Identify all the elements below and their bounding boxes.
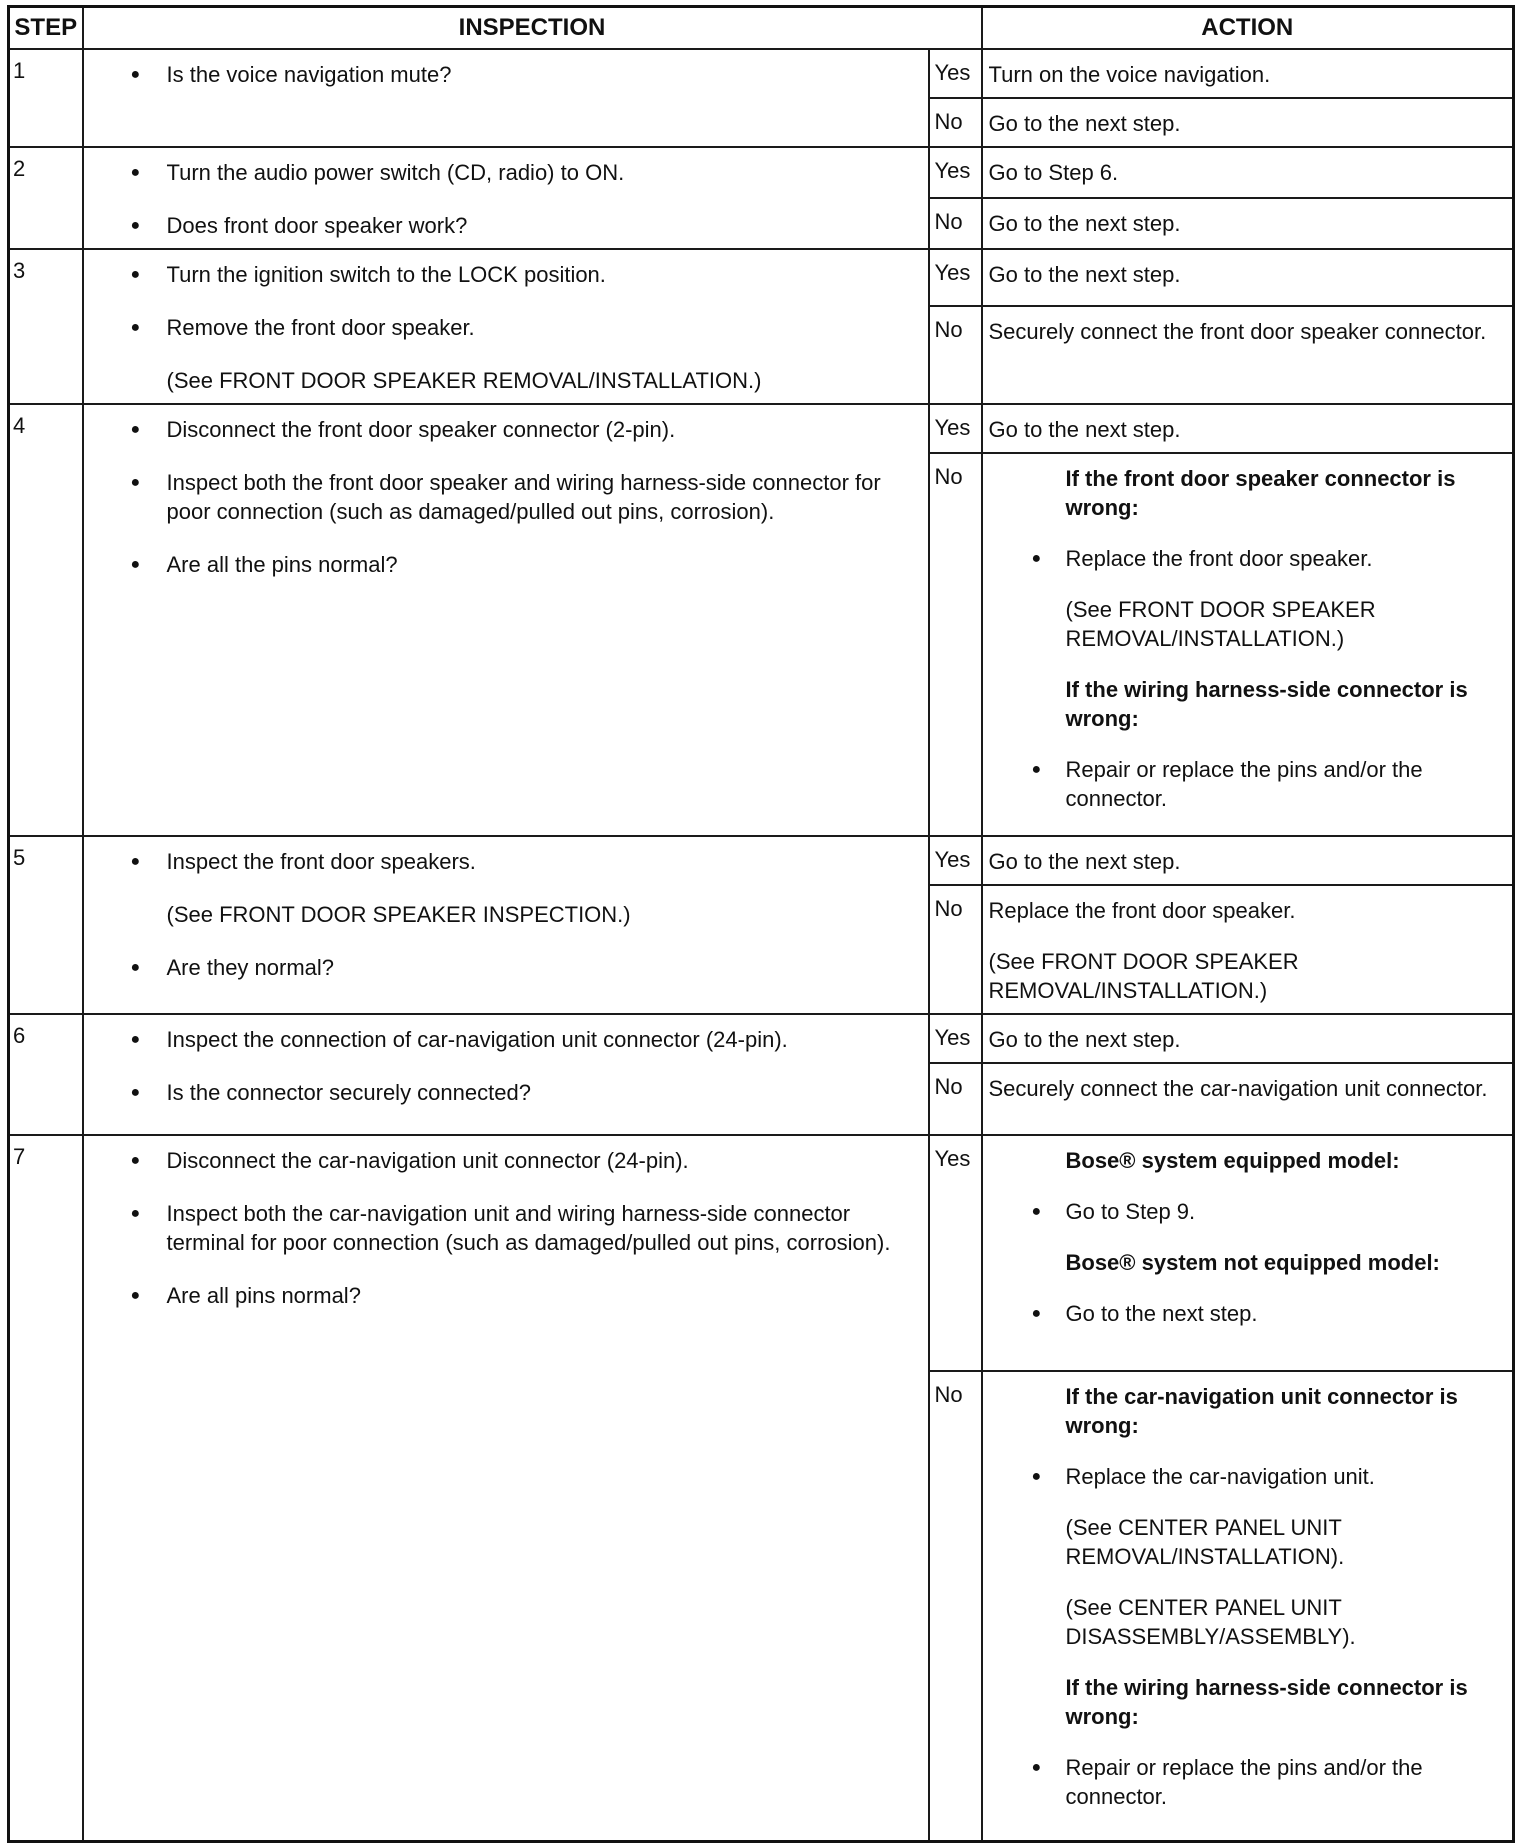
no-label: No bbox=[929, 306, 982, 404]
table-row bbox=[9, 404, 1514, 453]
action-cell bbox=[982, 49, 1514, 98]
yes-label: Yes bbox=[929, 1014, 982, 1063]
yes-label: Yes bbox=[929, 49, 982, 98]
condition-heading: If the wiring harness-side connector is wrong: bbox=[1065, 1675, 1468, 1729]
inspection-item: ● Inspect the front door speakers. bbox=[131, 847, 908, 876]
action-text: Go to the next step. bbox=[988, 1027, 1181, 1052]
action-reference: (See FRONT DOOR SPEAKER REMOVAL/INSTALLATION.) bbox=[1065, 597, 1376, 651]
inspection-item: ● Turn the audio power switch (CD, radio) to ON. bbox=[131, 158, 908, 187]
yes-label: Yes bbox=[929, 1135, 982, 1371]
action-cell bbox=[982, 453, 1514, 836]
no-label: No bbox=[929, 1371, 982, 1841]
inspection-cell bbox=[83, 1135, 929, 1841]
step-number: 7 bbox=[9, 1135, 83, 1841]
action-cell bbox=[982, 1371, 1514, 1841]
action-reference: (See CENTER PANEL UNIT DISASSEMBLY/ASSEMBLY). bbox=[1065, 1595, 1356, 1649]
table-row bbox=[9, 147, 1514, 198]
action-item: ● Go to the next step. bbox=[989, 1299, 1501, 1328]
yes-label: Yes bbox=[929, 249, 982, 306]
condition-heading: Bose® system not equipped model: bbox=[1065, 1250, 1440, 1275]
table-row bbox=[9, 1014, 1514, 1063]
action-text: Securely connect the front door speaker connector. bbox=[988, 318, 1487, 344]
condition-heading: If the wiring harness-side connector is wrong: bbox=[1065, 677, 1468, 731]
inspection-cell bbox=[83, 147, 929, 249]
action-cell bbox=[982, 249, 1514, 306]
action-text: Securely connect the car-navigation unit connector. bbox=[988, 1076, 1488, 1101]
no-label: No bbox=[929, 453, 982, 836]
step-number: 1 bbox=[9, 49, 83, 147]
inspection-item: ● Inspect the connection of car-navigation unit connector (24-pin). bbox=[131, 1025, 908, 1054]
action-item: ● Repair or replace the pins and/or the connector. bbox=[989, 755, 1501, 813]
inspection-item: ● Disconnect the car-navigation unit connector (24-pin). bbox=[131, 1146, 908, 1175]
step-number: 4 bbox=[9, 404, 83, 836]
action-item: ● Replace the front door speaker. bbox=[989, 544, 1501, 573]
action-cell bbox=[982, 1063, 1514, 1135]
action-cell bbox=[982, 306, 1514, 404]
table-row bbox=[9, 249, 1514, 306]
inspection-cell bbox=[83, 1014, 929, 1135]
inspection-item: ● Are all the pins normal? bbox=[131, 550, 908, 579]
action-cell bbox=[982, 885, 1514, 1014]
action-text: Go to the next step. bbox=[988, 262, 1181, 287]
no-label: No bbox=[929, 198, 982, 249]
inspection-reference: (See FRONT DOOR SPEAKER REMOVAL/INSTALLATION.) bbox=[166, 368, 762, 393]
inspection-item: ● Is the connector securely connected? bbox=[131, 1078, 908, 1107]
no-label: No bbox=[929, 1063, 982, 1135]
action-text: Replace the front door speaker. bbox=[988, 898, 1296, 923]
action-item: ● Go to Step 9. bbox=[989, 1197, 1501, 1226]
inspection-cell bbox=[83, 49, 929, 147]
inspection-item: ● Are all pins normal? bbox=[131, 1281, 908, 1310]
action-text: Turn on the voice navigation. bbox=[988, 62, 1271, 87]
no-label: No bbox=[929, 885, 982, 1014]
condition-heading: If the front door speaker connector is wrong: bbox=[1065, 466, 1456, 520]
inspection-item: ● Disconnect the front door speaker connector (2-pin). bbox=[131, 415, 908, 444]
action-reference: (See FRONT DOOR SPEAKER REMOVAL/INSTALLATION.) bbox=[988, 949, 1299, 1003]
inspection-item: ● Remove the front door speaker. bbox=[131, 313, 908, 342]
inspection-item: ● Are they normal? bbox=[131, 953, 908, 982]
action-cell bbox=[982, 1135, 1514, 1371]
yes-label: Yes bbox=[929, 147, 982, 198]
action-text: Go to the next step. bbox=[988, 417, 1181, 442]
action-cell bbox=[982, 404, 1514, 453]
header-row bbox=[9, 7, 1514, 50]
action-text: Go to the next step. bbox=[988, 211, 1181, 236]
condition-heading: If the car-navigation unit connector is wrong: bbox=[1065, 1384, 1458, 1438]
inspection-item: ● Turn the ignition switch to the LOCK position. bbox=[131, 260, 908, 289]
inspection-item: ● Is the voice navigation mute? bbox=[131, 60, 908, 89]
inspection-cell bbox=[83, 404, 929, 836]
header-inspection: INSPECTION bbox=[83, 7, 982, 50]
action-text: Go to Step 6. bbox=[988, 160, 1119, 185]
step-number: 5 bbox=[9, 836, 83, 1014]
action-cell bbox=[982, 198, 1514, 249]
table-row bbox=[9, 1135, 1514, 1371]
action-reference: (See CENTER PANEL UNIT REMOVAL/INSTALLATION). bbox=[1065, 1515, 1345, 1569]
step-number: 2 bbox=[9, 147, 83, 249]
action-item: ● Repair or replace the pins and/or the connector. bbox=[989, 1753, 1501, 1811]
action-cell bbox=[982, 836, 1514, 885]
troubleshooting-table bbox=[7, 5, 1515, 1843]
inspection-item: ● Inspect both the car-navigation unit and wiring harness-side connector terminal for poor connection (such as damaged/pulled out pins, corrosion). bbox=[131, 1199, 908, 1257]
troubleshooting-document bbox=[7, 5, 1512, 1809]
header-action: ACTION bbox=[982, 7, 1514, 50]
action-cell bbox=[982, 98, 1514, 147]
inspection-item: ● Inspect both the front door speaker and wiring harness-side connector for poor connection (such as damaged/pulled out pins, corrosion). bbox=[131, 468, 908, 526]
table-row bbox=[9, 49, 1514, 98]
condition-heading: Bose® system equipped model: bbox=[1065, 1148, 1400, 1173]
yes-label: Yes bbox=[929, 836, 982, 885]
yes-label: Yes bbox=[929, 404, 982, 453]
action-cell bbox=[982, 147, 1514, 198]
action-text: Go to the next step. bbox=[988, 111, 1181, 136]
action-text: Go to the next step. bbox=[988, 849, 1181, 874]
inspection-cell bbox=[83, 249, 929, 404]
inspection-reference: (See FRONT DOOR SPEAKER INSPECTION.) bbox=[166, 902, 631, 927]
action-cell bbox=[982, 1014, 1514, 1063]
no-label: No bbox=[929, 98, 982, 147]
step-number: 6 bbox=[9, 1014, 83, 1135]
action-item: ● Replace the car-navigation unit. bbox=[989, 1462, 1501, 1491]
header-step: STEP bbox=[9, 7, 83, 50]
step-number: 3 bbox=[9, 249, 83, 404]
inspection-item: ● Does front door speaker work? bbox=[131, 211, 908, 240]
table-row bbox=[9, 836, 1514, 885]
inspection-cell bbox=[83, 836, 929, 1014]
